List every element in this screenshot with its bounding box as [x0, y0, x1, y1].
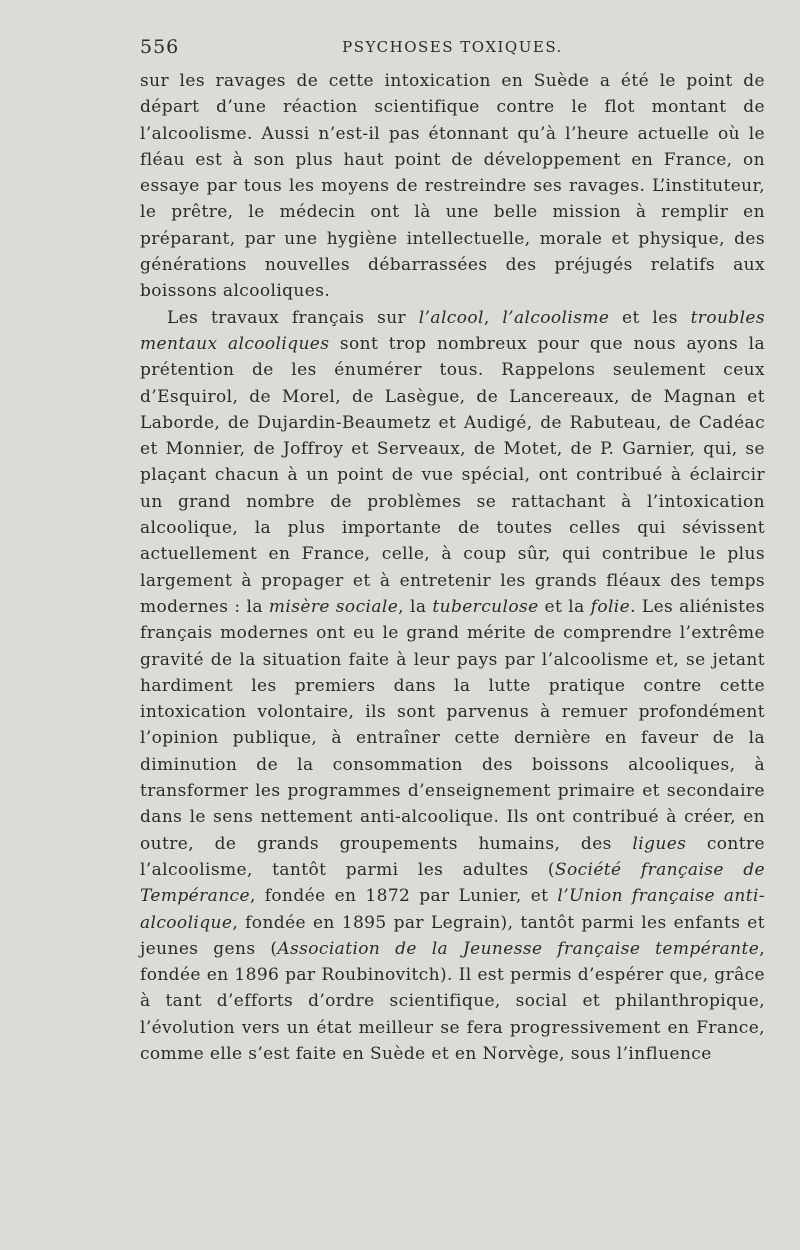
italic-term-alcool: l’alcool	[418, 307, 484, 328]
text-run: et la	[538, 596, 591, 617]
text-run: , fondée en 1872 par Lunier, et	[249, 886, 558, 907]
text-run: contre l’alcoolisme, tantôt parmi les adultes (	[140, 833, 766, 880]
running-title: PSYCHOSES TOXIQUES.	[342, 38, 563, 56]
italic-term-folie: folie	[590, 596, 631, 617]
body-text	[140, 68, 765, 1067]
italic-term-troubles: troubles mentaux alcooliques	[140, 307, 766, 354]
italic-association-jeunesse: Association de la Jeunesse française tempérante	[277, 938, 760, 959]
italic-term-misere: misère sociale	[268, 596, 399, 617]
italic-term-ligues: ligues	[632, 833, 687, 854]
italic-term-tuberculose: tuberculose	[432, 596, 539, 617]
text-run: . Les aliénistes français modernes ont eu le grand mérite de comprendre l’extrême gravité de la situation faite à leur pays par l’alcoolisme et, se jetant hardiment les premiers dans la lutte pratique contre cette intoxication volontaire, ils sont parvenus à remuer profondément l’opinion publique, à entraîner cette dernière en faveur de la diminution de la consommation des boissons alcooliques, à transformer les programmes d’enseignement primaire et secondaire dans le sens nettement anti-alcoolique. Ils ont contribué à créer, en outre, de grands groupements humains, des	[140, 596, 765, 854]
text-run: , la	[398, 596, 433, 617]
text-run: sont trop nombreux pour que nous ayons la prétention de les énumérer tous. Rappelons seulement ceux d’Esquirol, de Morel, de Lasègue, de Lancereaux, de Magnan et Laborde, de Dujardin-Beaumetz et Audigé, de Rabuteau, de Cadéac et Monnier, de Joffroy et Serveaux, de Motet, de P. Garnier, qui, se plaçant chacun à un point de vue spécial, ont contribué à éclaircir un grand nombre de problèmes se rattachant à l’intoxication alcoolique, la plus importante de toutes celles qui sévissent actuellement en France, celle, à coup sûr, qui contribue le plus largement à propager et à entretenir les grands fléaux des temps modernes : la	[140, 333, 765, 617]
italic-societe-temperance: Société française de Tempérance	[140, 859, 765, 907]
text-run: , fondée en 1896 par Roubinovitch). Il est permis d’espérer que, grâce à tant d’efforts d’ordre scientifique, social et philanthropique, l’évolution vers un état meilleur se fera progressivement en France, comme elle s’est faite en Suède et en Norvège, sous l’influence	[140, 938, 765, 1064]
text-run: ,	[483, 307, 503, 328]
paragraph-french-works	[140, 305, 765, 1068]
page-number: 556	[140, 36, 180, 58]
text-run: , fondée en 1895 par Legrain), tantôt parmi les enfants et jeunes gens (	[140, 912, 765, 959]
text-run: Les travaux français sur	[167, 307, 419, 328]
paragraph-continued: sur les ravages de cette intoxication en Suède a été le point de départ d’une réaction scientifique contre le flot montant de l’alcoolisme. Aussi n’est-il pas étonnant qu’à l’heure actuelle où le fléau est à son plus haut point de développement en France, on essaye par tous les moyens de restreindre ses ravages. L’instituteur, le prêtre, le médecin ont là une belle mission à remplir en préparant, par une hygiène intellectuelle, morale et physique, des générations nouvelles débarrassées des préjugés relatifs aux boissons alcooliques.	[140, 71, 765, 302]
italic-term-alcoolisme: l’alcoolisme	[502, 307, 610, 328]
page-header	[140, 36, 765, 60]
text-run: et les	[609, 307, 691, 328]
italic-union-anti-alcoolique: l’Union française anti-alcoolique	[140, 886, 765, 933]
